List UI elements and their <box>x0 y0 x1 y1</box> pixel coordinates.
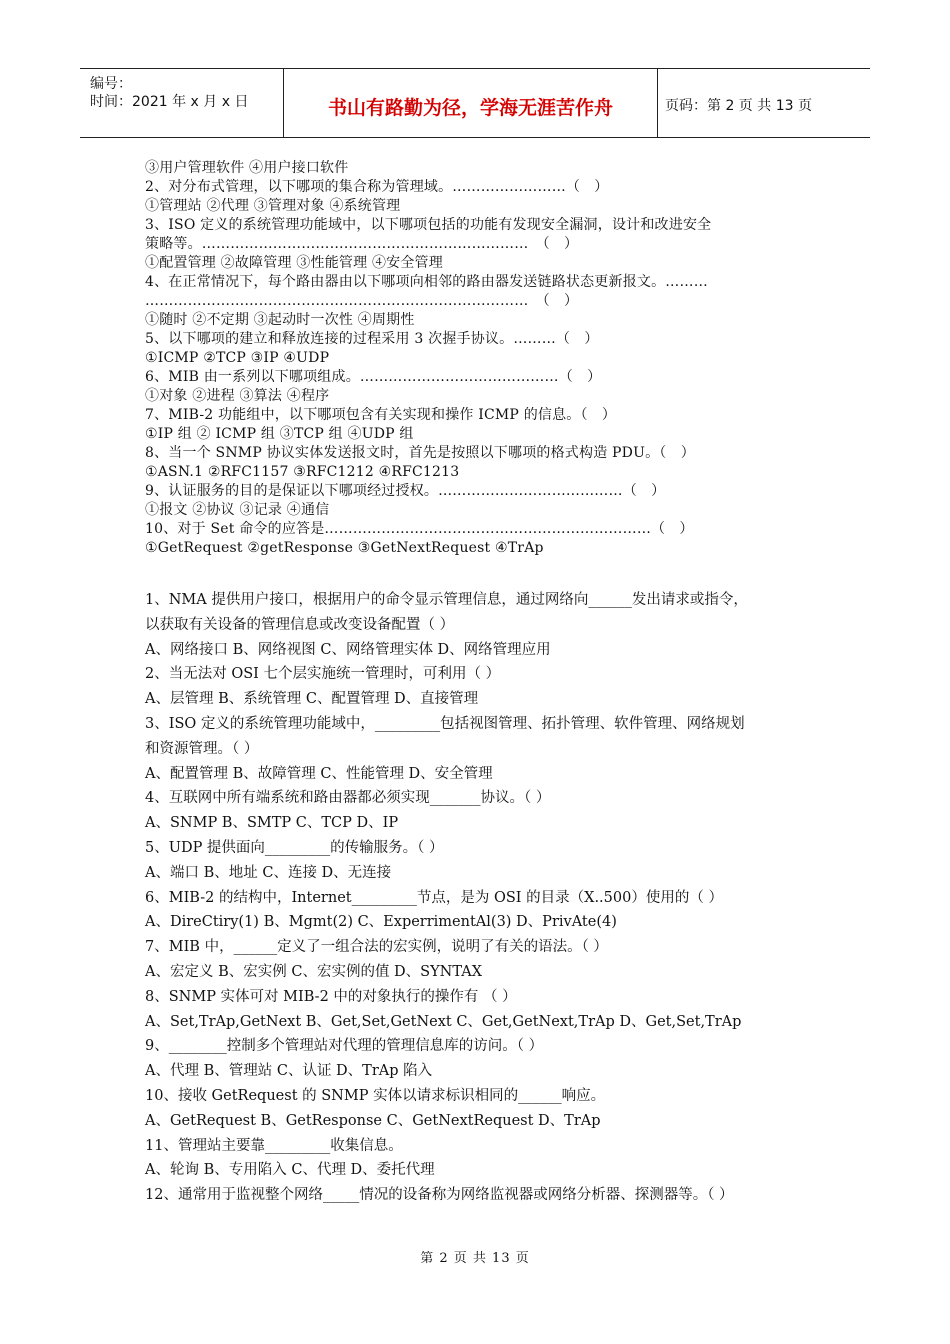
question-line: 以获取有关设备的管理信息或改变设备配置（ ） <box>145 616 455 633</box>
header-page-number: 页码：第 2 页 共 13 页 <box>665 98 812 114</box>
question-line: 10、接收 GetRequest 的 SNMP 实体以请求标识相同的______响应。 <box>145 1087 606 1104</box>
question-line: 12、通常用于监视整个网络_____情况的设备称为网络监视器或网络分析器、探测器等。（ ） <box>145 1187 734 1204</box>
question-line: 4、在正常情况下，每个路由器由以下哪项向相邻的路由器发送链路状态更新报文。……… <box>145 274 708 290</box>
options-line: A、代理 B、管理站 C、认证 D、TrAp 陷入 <box>145 1063 433 1080</box>
options-line: ①管理站 ②代理 ③管理对象 ④系统管理 <box>145 198 401 214</box>
header-motto: 书山有路勤为径，学海无涯苦作舟 <box>327 97 613 119</box>
question-line: 2、对分布式管理，以下哪项的集合称为管理域。……………………（ ） <box>145 179 609 195</box>
question-line: ……………………………………………………………………… （ ） <box>145 293 579 309</box>
question-line: 4、互联网中所有端系统和路由器都必须实现_______协议。（ ） <box>145 790 551 807</box>
question-line: 9、________控制多个管理站对代理的管理信息库的访问。（ ） <box>145 1038 544 1055</box>
options-line: A、端口 B、地址 C、连接 D、无连接 <box>145 864 392 881</box>
options-line: ①对象 ②进程 ③算法 ④程序 <box>145 388 330 404</box>
options-line: ①ASN.1 ②RFC1157 ③RFC1212 ④RFC1213 <box>145 464 460 480</box>
options-line: ①报文 ②协议 ③记录 ④通信 <box>145 502 330 518</box>
question-line: 和资源管理。（ ） <box>145 740 259 757</box>
options-line: ①随时 ②不定期 ③起动时一次性 ④周期性 <box>145 312 415 328</box>
question-line: 策略等。…………………………………………………………… （ ） <box>145 236 579 252</box>
options-line: ①ICMP ②TCP ③IP ④UDP <box>145 350 330 366</box>
options-line: ①GetRequest ②getResponse ③GetNextRequest ④TrAp <box>145 540 544 556</box>
header-motto-cell <box>283 69 658 137</box>
question-line: 5、UDP 提供面向_________的传输服务。（ ） <box>145 839 444 856</box>
header-page-cell <box>657 69 870 137</box>
options-line: A、轮询 B、专用陷入 C、代理 D、委托代理 <box>145 1162 435 1179</box>
document-number-label: 编号： <box>90 76 132 92</box>
question-line: 9、认证服务的目的是保证以下哪项经过授权。…………………………………（ ） <box>145 483 666 499</box>
question-section-1 <box>145 159 815 558</box>
header-meta <box>80 69 283 137</box>
text-line: ③用户管理软件 ④用户接口软件 <box>145 160 349 176</box>
question-line: 7、MIB-2 功能组中，以下哪项包含有关实现和操作 ICMP 的信息。（ ） <box>145 407 617 423</box>
question-line: 5、以下哪项的建立和释放连接的过程采用 3 次握手协议。………（ ） <box>145 331 599 347</box>
question-line: 10、对于 Set 命令的应答是……………………………………………………………（ ） <box>145 521 694 537</box>
question-line: 8、当一个 SNMP 协议实体发送报文时，首先是按照以下哪项的格式构造 PDU。（ ） <box>145 445 695 461</box>
options-line: A、配置管理 B、故障管理 C、性能管理 D、安全管理 <box>145 765 493 782</box>
page-footer: 第 2 页 共 13 页 <box>420 1251 530 1266</box>
options-line: A、SNMP B、SMTP C、TCP D、IP <box>145 815 399 832</box>
options-line: ①配置管理 ②故障管理 ③性能管理 ④安全管理 <box>145 255 443 271</box>
question-line: 8、SNMP 实体可对 MIB-2 中的对象执行的操作有 （ ） <box>145 988 517 1005</box>
question-line: 3、ISO 定义的系统管理功能域中，以下哪项包括的功能有发现安全漏洞，设计和改进安全 <box>145 217 712 233</box>
question-line: 6、MIB 由一系列以下哪项组成。……………………………………（ ） <box>145 369 602 385</box>
options-line: A、DireCtiry(1) B、Mgmt(2) C、ExperrimentAl(3) D、PrivAte(4) <box>145 914 617 931</box>
question-line: 1、NMA 提供用户接口，根据用户的命令显示管理信息，通过网络向______发出请求或指令， <box>145 592 748 608</box>
options-line: A、层管理 B、系统管理 C、配置管理 D、直接管理 <box>145 691 479 708</box>
question-line: 11、管理站主要靠_________收集信息。 <box>145 1137 403 1154</box>
question-line: 7、MIB 中，______定义了一组合法的宏实例，说明了有关的语法。（ ） <box>145 939 608 956</box>
options-line: A、Set,TrAp,GetNext B、Get,Set,GetNext C、Get,GetNext,TrAp D、Get,Set,TrAp <box>145 1013 742 1030</box>
question-line: 6、MIB-2 的结构中，Internet_________节点，是为 OSI 的目录（X..500）使用的（ ） <box>145 889 723 906</box>
options-line: ①IP 组 ② ICMP 组 ③TCP 组 ④UDP 组 <box>145 426 414 442</box>
question-section-2 <box>145 588 815 1208</box>
options-line: A、宏定义 B、宏实例 C、宏实例的值 D、SYNTAX <box>145 963 483 980</box>
options-line: A、GetRequest B、GetResponse C、GetNextRequest D、TrAp <box>145 1112 601 1129</box>
question-line: 2、当无法对 OSI 七个层实施统一管理时，可利用（ ） <box>145 666 501 683</box>
page-header <box>80 68 870 138</box>
question-line: 3、ISO 定义的系统管理功能域中，_________包括视图管理、拓扑管理、软件管理、网络规划 <box>145 715 745 732</box>
document-date-label: 时间：2021 年 x 月 x 日 <box>90 94 249 110</box>
options-line: A、网络接口 B、网络视图 C、网络管理实体 D、网络管理应用 <box>145 641 551 658</box>
